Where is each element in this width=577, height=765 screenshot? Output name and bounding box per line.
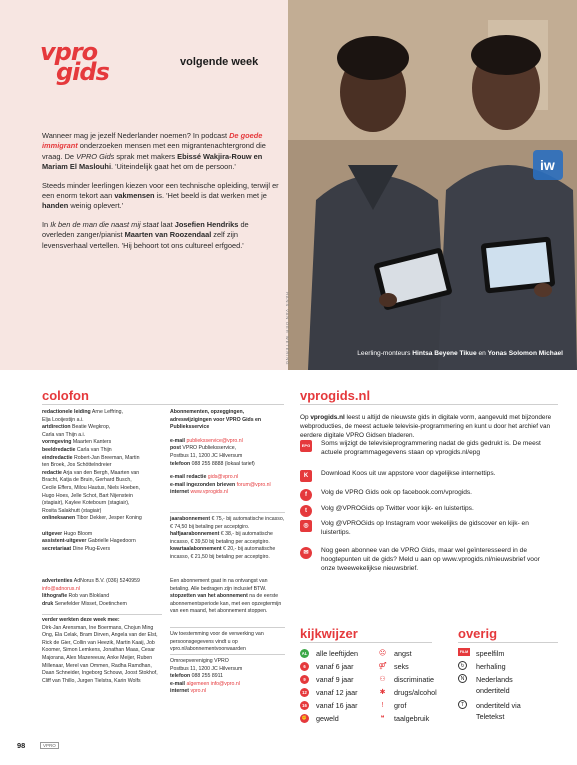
vprogids-title: vprogids.nl [300, 388, 371, 403]
credit-line [42, 477, 162, 485]
overig-label: speelfilm [476, 649, 505, 658]
intro-text [42, 131, 282, 259]
koos-icon: K [300, 470, 312, 482]
credit-line [42, 447, 162, 455]
age-label: alle leeftijden [316, 648, 358, 658]
grof-icon: ! [381, 701, 384, 709]
mail-icon: ✉ [300, 547, 312, 559]
instagram-icon: ◎ [300, 520, 312, 532]
credit-line [42, 493, 162, 501]
colofon-rule-2 [42, 614, 162, 615]
facebook-icon: f [300, 489, 312, 501]
content-label: angst [394, 648, 412, 658]
vprogids-item [300, 470, 555, 482]
age-badge-icon: 9 [300, 675, 309, 684]
credit-names: Cecile Effers, Milou Hautus, Niels Hoeben, [42, 484, 140, 491]
overig-rule [458, 642, 558, 643]
colofon-rule [42, 404, 284, 405]
kijkwijzer-age-row [300, 661, 354, 671]
colofon-privacy: Uw toestemming voor de verwerking van persoonsgegevens vindt u op vpro.nl/abonnementvoorwaarden [170, 631, 264, 653]
kijkwijzer-content-row [378, 700, 406, 710]
overig-row [458, 674, 546, 695]
credit-names: Carla van Thijn [75, 446, 112, 453]
kijkwijzer-content-row [378, 687, 437, 697]
photo-illustration [288, 0, 577, 370]
content-label: discriminatie [394, 674, 434, 684]
colofon-title: colofon [42, 388, 89, 403]
overig-row [458, 661, 546, 671]
kijkwijzer-content-row [378, 648, 412, 658]
credit-names: (stagiair), Kaylee Kotebourn (stagiair), [42, 500, 130, 507]
intro-paragraph-2: Steeds minder leerlingen kiezen voor een technische opleiding, terwijl er een enorm tekort aan vakmensen is. 'Het beeld is dat werken met je handen weinig oplevert.' [42, 180, 279, 211]
redactie-email-link[interactable]: gids@vpro.nl [206, 474, 239, 481]
credit-names: Robert-Jan Breeman, Martin [72, 454, 140, 461]
credit-line [42, 515, 162, 523]
content-label: grof [394, 700, 407, 710]
overig-row [458, 700, 546, 721]
vprogids-rule [300, 404, 558, 405]
credit-line [42, 508, 162, 516]
colofon-rule-4 [170, 627, 285, 628]
intro-paragraph-3: In Ik ben de man die naast mij staat laat Josefien Hendriks de overleden zanger/pianist Maarten van Roozendaal zelf zijn levensverhaal vertellen. 'Hij behoort tot ons cultureel erfgoed.' [42, 219, 249, 250]
colofon-subscriptions: Abonnementen, opzeggingen, adreswijzigingen voor VPRO Gids en Publieksservice e-mail publieksservice@vpro.nl post VPRO Publieksservice, Postbus 11, 1200 JC Hilversum telefoon 088 255 8888 (lokaal tarief) e-mail redactie gids@vpro.nl e-mail ingezonden brieven forum@vpro.nl internet www.vprogids.nl [170, 409, 271, 496]
age-label: vanaf 6 jaar [316, 661, 354, 671]
teletext-icon: T [458, 700, 467, 709]
age-badge-icon: 16 [300, 701, 309, 710]
credit-role: assistent-uitgever [42, 538, 87, 545]
kijkwijzer-content-row [378, 661, 409, 671]
page-number: 98 [17, 741, 26, 750]
overig-title: overig [458, 626, 498, 641]
kijkwijzer-content-row [378, 713, 429, 723]
photo-caption: Leerling-monteurs Hintsa Beyene Tikue en Yonas Solomon Michael [357, 350, 563, 357]
colofon-notes: Een abonnement gaat in na ontvangst van betaling. Alle bedragen zijn inclusief BTW. stopzetten van het abonnement na de eerste abonnementsperiode kan, met een opzegtermijn van een maand, het abonnement stoppen. [170, 578, 282, 615]
credit-line [42, 439, 162, 447]
nl-icon: N [458, 674, 467, 683]
credit-names: Elja Looijestijn a.i. [42, 416, 84, 423]
org-internet-link[interactable]: vpro.nl [189, 688, 207, 695]
internet-link[interactable]: www.vprogids.nl [189, 489, 228, 496]
rate-name: jaarabonnement [170, 516, 211, 522]
credit-role: artdirection [42, 424, 71, 431]
kijkwijzer-age-row [300, 687, 358, 697]
colofon-contributors: verder werkten deze week mee: Dirk-Jan Arensman, Ine Boermans, Chojun Ming Ong, Ela Celak, Bram Dirven, Angela van der Elst, Rick de Gier, Collin van Heezik, Martin Kaaij, Job Koomer, Simon Lemkens, Jonathan Maas, Cesar Majorana, Alex Mazereeuw, Anke Meijer, Ruben Millenaar, Merel van Ommen, Radha Ramdhan, Daan Schneider, Ingeborg Schouw, Joost Stokhof, Cliff van Thillo, Jurgen Tielstra, Karin Wolfs [42, 617, 158, 684]
content-label: drugs/alcohol [394, 687, 437, 697]
kijkwijzer-rule [300, 642, 432, 643]
overig-label: Nederlands ondertiteld [476, 675, 513, 695]
content-label: seks [394, 661, 409, 671]
svg-text:iw: iw [540, 157, 555, 173]
credit-names: Bracht, Katja de Bruin, Gerhard Busch, [42, 477, 132, 484]
rate-text: € 75,- bij automatische incasso, € 74,50 bij betaling per acceptgiro. [170, 516, 285, 530]
kijkwijzer-age-row [300, 713, 339, 723]
age-label: vanaf 16 jaar [316, 700, 358, 710]
section-headline: volgende week [180, 56, 259, 68]
age-badge-icon: 12 [300, 688, 309, 697]
credit-names: Tibor Dekker, Jesper Koning [75, 515, 142, 522]
credit-line [42, 417, 162, 425]
credit-names: Arja van den Bergh, Maarten van [61, 469, 140, 476]
intro-panel [0, 0, 288, 370]
age-label: geweld [316, 713, 339, 723]
vprogids-intro: Op vprogids.nl leest u altijd de nieuwste gids in digitale vorm, aangevuld met bijzondere webproducties, de meest actuele televisie-programmering en kunt u door het archief van eerdere digitale VPRO Gidsen bladeren. [300, 414, 552, 439]
vprogids-item-text: Volg de VPRO Gids ook op facebook.com/vprogids. [321, 489, 473, 496]
twitter-icon: t [300, 505, 312, 517]
credit-names: Dine Plug-Evers [71, 545, 111, 552]
credit-names: Beatie Wegkrop, [70, 424, 111, 431]
credit-line [42, 432, 162, 440]
overig-row [458, 648, 546, 658]
vprogids-item [300, 505, 555, 517]
credit-role: eindredactie [42, 454, 73, 461]
intro-paragraph-1: Wanneer mag je jezelf Nederlander noemen? In podcast De goede immigrant onderzoeken mensen met een migrantenachtergrond die vraag. De VPRO Gids sprak met makers Ebissé Wakjira-Rouw en Mariam El Maslouhi. 'Uiteindelijk gaat het om de persoon.' [42, 131, 266, 172]
colofon-rule-5 [170, 654, 285, 655]
credit-line [42, 546, 162, 554]
epg-icon: EPG [300, 440, 312, 452]
taal-icon: ❝ [380, 715, 385, 722]
org-email-link[interactable]: algemeen info@vpro.nl [185, 680, 240, 687]
forum-email-link[interactable]: forum@vpro.nl [235, 481, 271, 488]
film-icon: FILM [459, 650, 469, 654]
credit-line [42, 538, 162, 546]
vpro-gids-logo: vpro gids [40, 38, 109, 86]
vprogids-item-text: Volg @VPROGids op Instagram voor wekelijks de gidscover en kijk- en luistertips. [321, 520, 529, 536]
credit-names: Hugo Hoes, Jelle Schot, Bart Nijenstein [42, 492, 133, 499]
age-badge-icon: AL [301, 650, 308, 656]
credit-line [42, 424, 162, 432]
angst-icon: ☹ [378, 650, 387, 657]
vprogids-item [300, 440, 555, 458]
discriminatie-icon: ⚇ [379, 676, 386, 683]
kijkwijzer-age-row [300, 648, 358, 658]
cover-photo [288, 0, 577, 370]
colofon-rule-3 [170, 512, 285, 513]
age-badge-icon: 6 [300, 662, 309, 671]
credit-line [42, 462, 162, 470]
credit-role: secretariaat [42, 545, 72, 552]
vprogids-item [300, 520, 555, 538]
colofon-rates [170, 516, 285, 562]
rate-text: € 20,- bij automatische incasso, € 21,50 bij betaling per acceptgiro. [170, 546, 276, 560]
credit-names: Hugo Bloom [62, 530, 93, 537]
kijkwijzer-age-row [300, 700, 358, 710]
overig-label: ondertiteld via Teletekst [476, 701, 521, 721]
footer-badge: VPRO [40, 742, 59, 749]
repeat-icon: ↻ [458, 661, 467, 670]
subs-email-link[interactable]: publieksservice@vpro.nl [185, 437, 243, 444]
age-label: vanaf 12 jaar [316, 687, 358, 697]
credit-names: Gabrielle Hagedoorn [86, 538, 136, 545]
credit-names: Rosita Salakhutt (stagiair) [42, 507, 102, 514]
colofon-credits [42, 409, 162, 553]
vprogids-item-text: Nog geen abonnee van de VPRO Gids, maar wel geïnteresseerd in de hoogtepunten uit de gids? Meld u aan op www.vprogids.nl/nieuwsbrief voor onze tweewekelijkse nieuwsbrief. [321, 547, 540, 572]
rate-line [170, 516, 285, 531]
credit-names: Maarten Kanters [71, 439, 112, 446]
vprogids-item-text: Volg @VPROGids op Twitter voor kijk- en luistertips. [321, 505, 474, 512]
credit-names: Arne Leffring, [90, 409, 123, 415]
vprogids-item-text: Download Koos uit uw appstore voor dagelijkse internettips. [321, 470, 496, 477]
credit-role: redactionele leiding [42, 409, 91, 415]
vprogids-item [300, 547, 555, 574]
content-label: taalgebruik [394, 713, 430, 723]
credit-role: onlineksanen [42, 515, 76, 522]
overig-label: herhaling [476, 662, 506, 671]
credit-line [42, 470, 162, 478]
rate-line [170, 546, 285, 561]
vprogids-item [300, 489, 555, 501]
credit-names: ten Broek, Jos Schöttelndreier [42, 462, 112, 469]
credit-role: uitgever [42, 530, 63, 537]
credit-line [42, 485, 162, 493]
credit-line [42, 523, 162, 531]
kijkwijzer-title: kijkwijzer [300, 626, 358, 641]
photo-credit: HANS VAN DER WETERING [285, 292, 290, 366]
seks-icon: ⚤ [378, 663, 387, 670]
credit-names: Carla van Thijn a.i. [42, 431, 86, 438]
age-label: vanaf 9 jaar [316, 674, 354, 684]
rate-text: € 38,- bij automatische incasso, € 39,50 bij betaling per acceptgiro. [170, 531, 273, 545]
rate-line [170, 531, 285, 546]
age-badge-icon: ✊ [300, 714, 309, 723]
colofon-organisation: Omroepvereniging VPRO Postbus 11, 1200 JC Hilversum telefoon 088 255 8911 e-mail algemeen info@vpro.nl internet vpro.nl [170, 658, 243, 695]
rate-name: kwartaalabonnement [170, 546, 222, 553]
kijkwijzer-content-row [378, 674, 434, 684]
advert-email-link[interactable]: info@adnorus.nl [42, 585, 80, 592]
credit-role: beeldredactie [42, 446, 76, 453]
drugs-icon: ✱ [379, 689, 386, 696]
credit-names [42, 523, 43, 529]
vprogids-item-text: Soms wijzigt de televisieprogrammering nadat de gids gedrukt is. De meest actuele programmagegevens staan op vprogids.nl/epg [321, 440, 541, 456]
credit-role: redactie [42, 469, 62, 476]
credit-line [42, 455, 162, 463]
rate-name: halfjaarabonnement [170, 531, 220, 538]
kijkwijzer-age-row [300, 674, 354, 684]
credit-line [42, 409, 162, 417]
credit-line [42, 531, 162, 539]
colofon-advertising: advertenties AdNorus B.V. (036) 5240959 info@adnorus.nl lithografie Rob van Blokland druk Senefelder Misset, Doetinchem [42, 578, 162, 608]
credit-line [42, 500, 162, 508]
credit-role: vormgeving [42, 439, 72, 446]
